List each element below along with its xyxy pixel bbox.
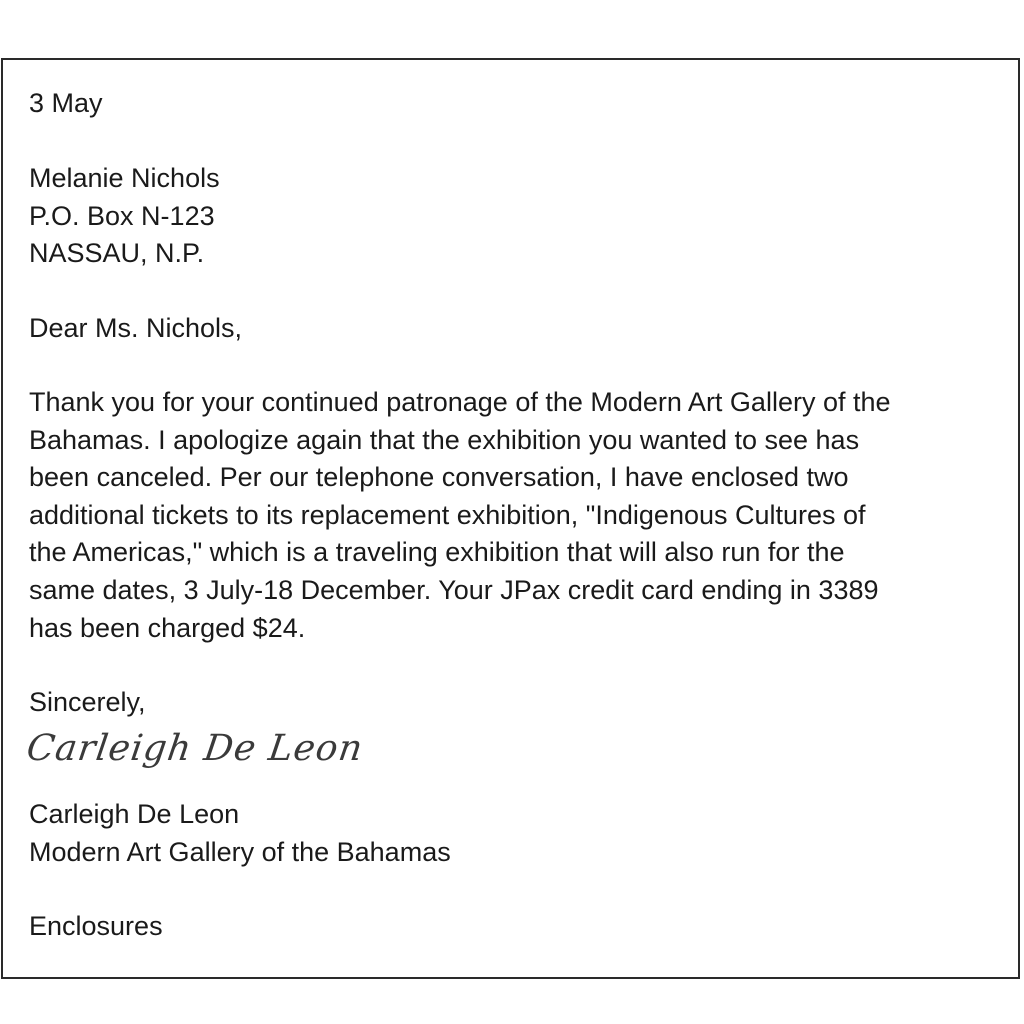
enclosures-note: Enclosures	[29, 911, 163, 941]
letter-frame	[1, 58, 1020, 979]
body-line: Thank you for your continued patronage of the Modern Art Gallery of the	[29, 387, 891, 417]
salutation: Dear Ms. Nichols,	[29, 313, 243, 343]
body-line: been canceled. Per our telephone conversation, I have enclosed two	[29, 462, 849, 493]
body-line: Bahamas. I apologize again that the exhibition you wanted to see has	[29, 424, 860, 455]
sender-organization: Modern Art Gallery of the Bahamas	[29, 836, 451, 867]
body-line: additional tickets to its replacement exhibition, "Indigenous Cultures of	[29, 499, 866, 530]
recipient-address-line1: P.O. Box N-123	[29, 200, 215, 231]
letter-body	[29, 384, 989, 647]
body-line: the Americas," which is a traveling exhibition that will also run for the	[29, 537, 845, 568]
recipient-name: Melanie Nichols	[29, 163, 220, 193]
sender-name: Carleigh De Leon	[29, 799, 240, 829]
recipient-address-line2: NASSAU, N.P.	[29, 238, 205, 269]
handwritten-signature: Carleigh De Leon	[24, 728, 366, 769]
closing: Sincerely,	[29, 687, 146, 717]
body-line: same dates, 3 July-18 December. Your JPax credit card ending in 3389	[29, 574, 879, 605]
body-line: has been charged $24.	[29, 612, 306, 643]
letter-date: 3 May	[29, 88, 103, 118]
